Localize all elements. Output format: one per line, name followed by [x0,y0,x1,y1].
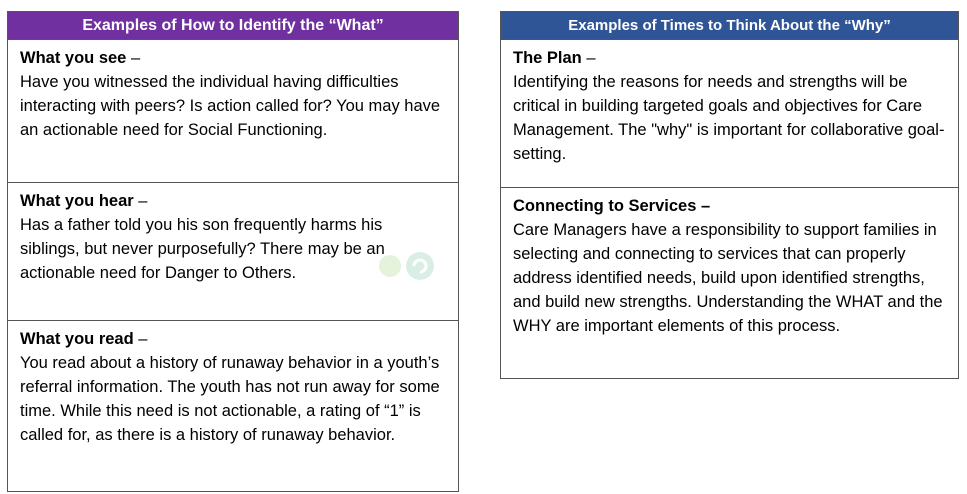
the-plan-cell [501,40,958,187]
cell-body: Care Managers have a responsibility to support families in selecting and connecting to services that can properly address identified needs, build upon identified strengths, and build new strengths. Understanding the WHAT and the WHY are important elements of this process. [513,221,943,335]
cell-title: What you read [20,330,134,348]
cell-body: Identifying the reasons for needs and strengths will be critical in building targeted goals and objectives for Care Management. The "why" is important for collaborative goal-setting. [513,73,945,163]
watermark-logo-icon [376,250,438,282]
cell-title: What you hear [20,192,134,210]
why-table-header: Examples of Times to Think About the “Why” [501,12,958,40]
what-you-see-cell [8,40,458,182]
cell-title-dash: – [581,49,596,67]
what-table-header: Examples of How to Identify the “What” [8,12,458,40]
cell-title-dash: – [126,49,141,67]
cell-body: You read about a history of runaway behavior in a youth’s referral information. The youth has not run away for some time. While this need is not actionable, a rating of “1” is called for, as there is a history of runaway behavior. [20,354,440,444]
cell-title-dash: – [133,192,148,210]
cell-body: Have you witnessed the individual having difficulties interacting with peers? Is action called for? You may have an actionable need for Social Functioning. [20,73,441,139]
cell-title-dash: – [133,330,148,348]
connecting-to-services-cell [501,187,958,379]
what-you-read-cell [8,320,458,492]
cell-body: Has a father told you his son frequently harms his siblings, but never purposefully? There may be an actionable need for Danger to Others. [20,216,385,282]
why-examples-table [500,11,959,379]
cell-title: What you see [20,49,127,67]
cell-title: Connecting to Services – [513,197,711,215]
cell-title: The Plan [513,49,582,67]
